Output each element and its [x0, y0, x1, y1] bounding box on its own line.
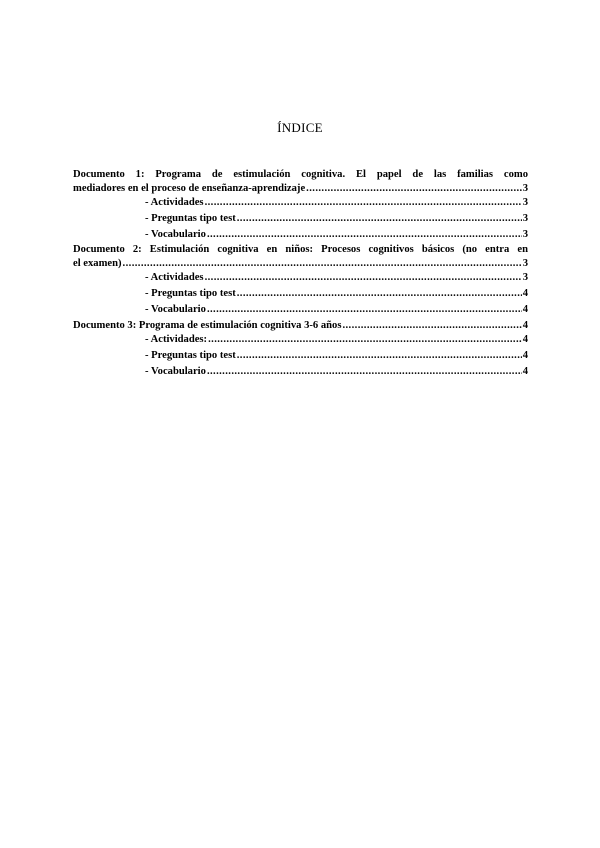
toc-page-number: 4: [522, 350, 528, 361]
toc-subentry-label: - Preguntas tipo test: [145, 213, 236, 224]
dot-leader: [237, 286, 522, 302]
toc-subentry-preguntas[interactable]: [73, 286, 528, 302]
toc-subentry-preguntas[interactable]: [73, 348, 528, 364]
toc-subentry-label: - Actividades:: [145, 334, 208, 345]
toc-subentry-label: - Actividades: [145, 197, 204, 208]
dot-leader: [207, 227, 522, 243]
dot-leader: [237, 211, 522, 227]
dot-leader: [342, 319, 521, 332]
toc-subentry-label: - Vocabulario: [145, 366, 206, 377]
dot-leader: [205, 195, 522, 211]
toc-subentry-vocabulario[interactable]: [73, 227, 528, 243]
toc-entry-title-line2: mediadores en el proceso de enseñanza-aprendizaje: [73, 183, 306, 194]
toc-page-number: 4: [522, 304, 528, 315]
toc-page-number: 3: [522, 183, 528, 194]
toc-subentry-preguntas[interactable]: [73, 211, 528, 227]
toc-subentry-label: - Vocabulario: [145, 229, 206, 240]
toc-entry-documento-1[interactable]: [73, 168, 528, 195]
toc-subentry-actividades[interactable]: [73, 270, 528, 286]
dot-leader: [123, 257, 522, 270]
toc-subentry-vocabulario[interactable]: [73, 364, 528, 380]
dot-leader: [205, 270, 522, 286]
toc-entry-title-line2: el examen): [73, 258, 122, 269]
dot-leader: [207, 302, 522, 318]
toc-subentry-actividades[interactable]: [73, 332, 528, 348]
toc-page-number: 4: [522, 288, 528, 299]
toc-entry-title-line1: Documento 3: Programa de estimulación cognitiva 3-6 años: [73, 320, 342, 331]
toc-page-number: 3: [522, 229, 528, 240]
toc-entry-documento-2[interactable]: [73, 243, 528, 270]
toc-entry-documento-3[interactable]: [73, 319, 528, 332]
toc-page-number: 3: [522, 258, 528, 269]
dot-leader: [306, 182, 522, 195]
toc-subentry-label: - Preguntas tipo test: [145, 350, 236, 361]
toc-page-number: 4: [522, 334, 528, 345]
toc-page-number: 3: [522, 272, 528, 283]
dot-leader: [207, 364, 522, 380]
toc-page-number: 4: [522, 366, 528, 377]
toc-subentry-label: - Actividades: [145, 272, 204, 283]
toc-page-number: 4: [522, 320, 528, 331]
dot-leader: [237, 348, 522, 364]
table-of-contents: [73, 168, 528, 380]
toc-entry-title-line1: Documento 1: Programa de estimulación cognitiva. El papel de las familias como: [73, 169, 528, 180]
toc-subentry-vocabulario[interactable]: [73, 302, 528, 318]
toc-entry-title-line1: Documento 2: Estimulación cognitiva en niños: Procesos cognitivos básicos (no entra en: [73, 244, 528, 255]
page-title: ÍNDICE: [277, 120, 323, 135]
toc-subentry-label: - Preguntas tipo test: [145, 288, 236, 299]
toc-subentry-actividades[interactable]: [73, 195, 528, 211]
dot-leader: [208, 332, 522, 348]
toc-subentry-label: - Vocabulario: [145, 304, 206, 315]
toc-page-number: 3: [522, 197, 528, 208]
toc-page-number: 3: [522, 213, 528, 224]
